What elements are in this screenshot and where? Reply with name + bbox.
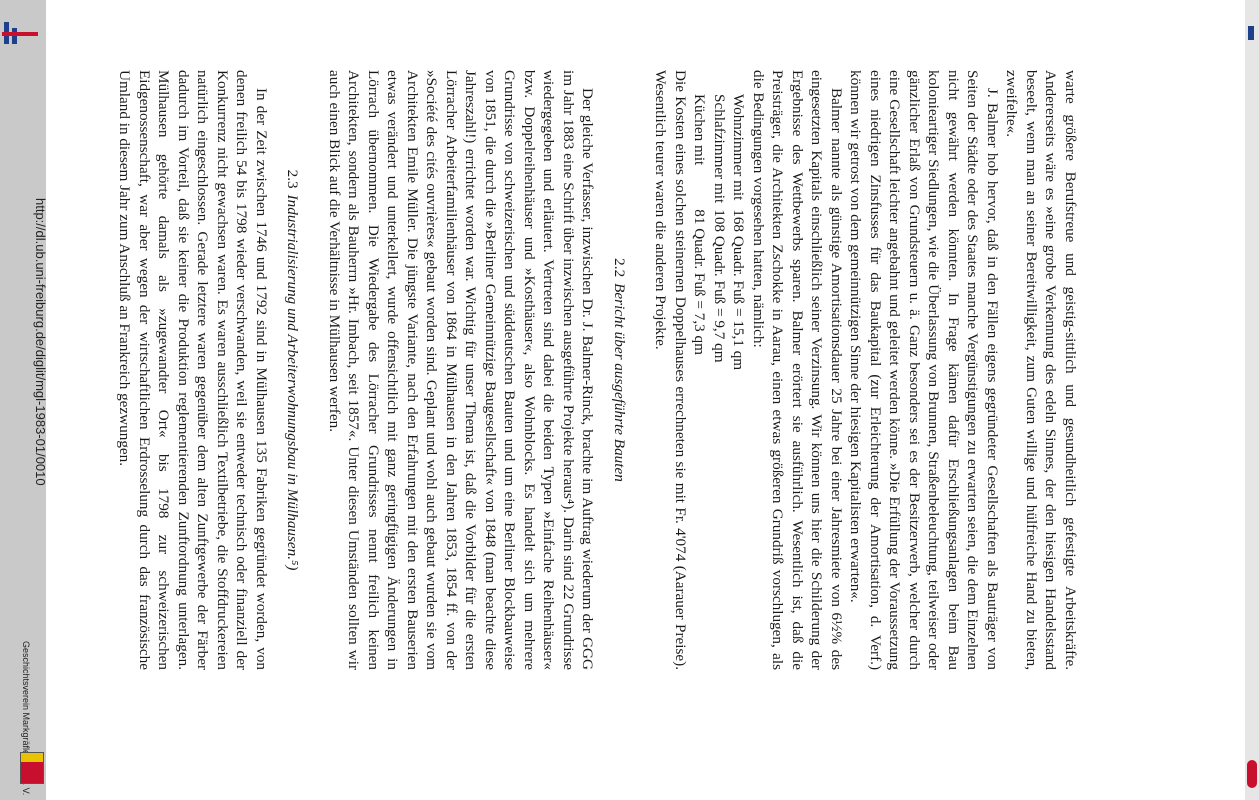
viewer-right-edge: [1245, 0, 1259, 800]
document-url[interactable]: http://dl.ub.uni-freiburg.de/diglit/mgl-1983-01/0010: [33, 198, 48, 486]
publisher-line-1: Geschichtsverein: [21, 641, 31, 711]
paragraph: Balmer nannte als günstige Amortisationsdauer 25 Jahre bei einer Jahresmiete von 6½% des eingesetzten Kapitals einschließlich seiner Verzinsung. Wir können uns hier die Schilderung der Ergebnisse des Wettbewerbs sparen. Balmer erörtert sie ausführlich. Wesentlich ist, daß die Preisträger, die Architekten Zschokke in Aarau, einen etwas größeren Grundriß vorschlugen, als die Bedingungen vorgesehen hatten, nämlich:: [750, 70, 845, 670]
table-row: [710, 94, 730, 376]
section-heading: [283, 70, 303, 670]
section-heading: [610, 70, 630, 670]
room-size: 168 Quadr. Fuß = 15,1 qm: [730, 209, 748, 371]
paragraph: Der gleiche Verfasser, inzwischen Dr. J. Balmer-Rinck, brachte im Auftrag wiederum der GGG im Jahr 1883 eine Schrift über inzwischen ausgeführte Projekte heraus⁴). Darin sind 22 Grundrisse wiedergegeben und erläutert. Vertreten sind dabei die beiden Typen »Einfache Reihenhäuser« bzw. Doppelreihenhäuser und »Kosthäuser«, also Wohnblocks. Es handelt sich um mehrere Grundrisse von schweizerischen und süddeutschen Bauten und um eine Berliner Blockbauweise von 1851, die durch die »Berliner Gemeinnützige Baugesellschaft« von 1848 (man beachte diese Jahreszahl!) errichtet worden war. Wichtig für unser Thema ist, daß die Vorbilder für die ersten Lörracher Arbeiterfamilienhäuser von 1864 in Mülhausen in den Jahren 1853, 1854 ff. von der »Société des cités ouvrières« gebaut worden sind. Geplant und wohl auch gebaut wurden sie vom Architekten Emile Müller. Die jüngste Variante, nach den Erfahrungen mit den ersten Bauserien etwas verändert und unterkellert, wurde offensichtlich mit ganz geringfügigen Änderungen in Lörrach übernommen. Die Wiedergabe des Lörracher Grundrisses nennt freilich keinen Architekten, sondern als Bauherrn »Hr. Imbach, seit 1857«. Unter diesen Umständen sollten wir auch einen Blick auf die Verhältnisse in Mülhausen werfen.: [326, 70, 597, 670]
section-number: 2.2: [611, 258, 628, 278]
paragraph: warte größere Berufstreue und geistig-sittlich und gesundheitlich gefestigte Arbeitskräfte. Andererseits wäre es »eine grobe Verkennung des edeln Sinnes, der den hiesigen Handelsstand beseelt, wenn man an seiner Bereitwilligkeit, zum Guten willige und hülfreiche Hand zu bieten, zweifelte«.: [1003, 70, 1079, 670]
room-size: 81 Quadr. Fuß = 7,3 qm: [691, 209, 709, 355]
room-label: Wohnzimmer mit: [730, 94, 748, 201]
paragraph: In der Zeit zwischen 1746 und 1792 sind in Mülhausen 135 Fabriken gegründet worden, von denen freilich 54 bis 1798 wieder verschwanden, weil sie entweder technisch oder finanziell der Konkurrenz nicht gewachsen waren. Es waren ausschließlich Textilbetriebe, die Stoffdruckereien natürlich eingeschlossen. Gerade letztere waren gegenüber dem alten Zunftgewerbe der Färber dadurch im Vorteil, daß sie keiner die Produktion reglementierenden Zunftordnung unterlagen. Mülhausen gehörte damals als »zugewandter Ort« bis 1798 zur schweizerischen Eidgenossenschaft, war aber wegen der wirtschaftlichen Erdrosselung durch das französische Umland in diesem Jahr zum Anschluß an Frankreich gezwungen.: [116, 70, 270, 670]
paragraph: Die Kosten eines solchen steinernen Doppelhauses errechneten sie mit Fr. 4'074 (Aarauer Preise). Wesentlich teurer waren die anderen Projekte.: [652, 70, 689, 670]
table-row: [690, 94, 710, 376]
section-title: Bericht über ausgeführte Bauten: [611, 283, 628, 482]
paragraph: J. Balmer hob hervor, daß in den Fällen eigens gegründeter Gesellschaften als Bauträger von Seiten der Städte oder des Staates manche Vergünstigungen zu erwarten seien, die dem Einzelnen nicht gewährt werden könnten. In Frage kämen dafür Erschließungsanlagen beim Bau kolonieartiger Siedlungen, wie die Überlassung von Brunnen, Straßenbeleuchtung, teilweiser oder gänzlicher Erlaß von Grundsteuern u. ä. Ganz besonders sei es der Besitzerwerb, welcher durch eine Gesellschaft leichter angebahnt und geleitet werden könne. »Die Erfüllung der Voraussetzung eines niedrigen Zinsfusses für das Baukapital (zur Erleichterung der Amortisation, d. Verf.) können wir getrost von dem gemeinnützigen Sinne der hiesigen Kapitalisten erwarten«.: [847, 70, 1001, 670]
section-title: Industrialisierung und Arbeiterwohnungsbau in Mülhausen.⁵): [284, 194, 302, 571]
table-row: [729, 94, 749, 376]
scanned-page: [40, 0, 1140, 780]
section-number: 2.3: [284, 169, 302, 189]
room-label: Küchen mit: [691, 94, 709, 166]
page-text: [115, 70, 1080, 670]
room-size: 108 Quadr. Fuß = 9,7 qm: [711, 209, 728, 363]
library-logo-fragment-icon: [1248, 26, 1254, 40]
crest-fragment-icon: [1247, 760, 1257, 788]
room-label: Schlafzimmer mit: [711, 94, 728, 204]
library-logo-icon: [2, 18, 38, 48]
room-size-table: [690, 94, 749, 376]
